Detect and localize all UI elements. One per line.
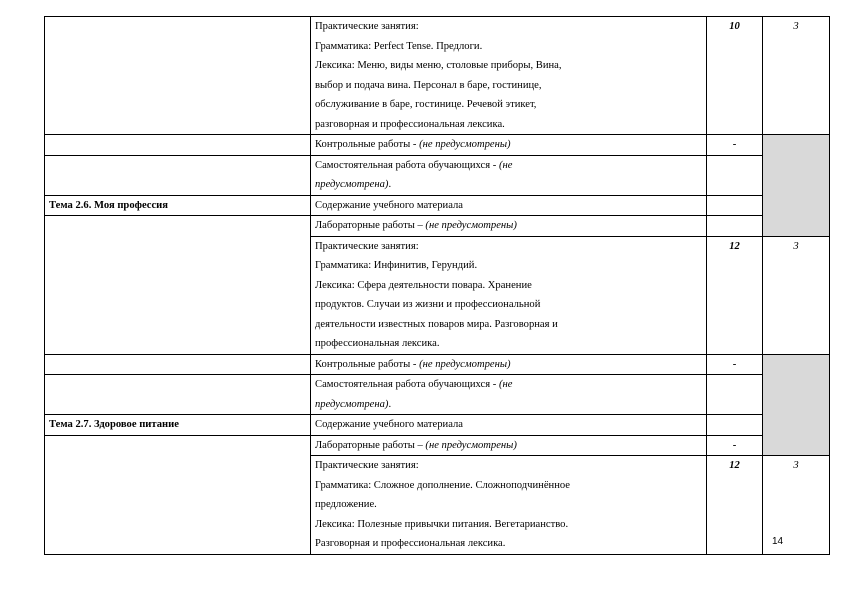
level-cell: 3 bbox=[763, 236, 830, 354]
level-cell: 3 bbox=[763, 17, 830, 135]
control-work-cell: Контрольные работы - (не предусмотрены) bbox=[311, 354, 707, 375]
hours-cell bbox=[707, 216, 763, 237]
hours-cell bbox=[707, 375, 763, 415]
table-row bbox=[45, 155, 830, 195]
practical-content-cell: Практические занятия: Грамматика: Инфинитив, Герундий. Лексика: Сфера деятельности повара. Хранение продуктов. Случаи из жизни и профессиональной деятельности известных поваров мира. Разговорная и профессиональная лексика. bbox=[311, 236, 707, 354]
topic-title: Тема 2.7. Здоровое питание bbox=[45, 415, 311, 436]
shaded-cell bbox=[763, 135, 830, 237]
topic-cell bbox=[45, 375, 311, 415]
table-row bbox=[45, 135, 830, 156]
table-row bbox=[45, 195, 830, 216]
topic-cell bbox=[45, 354, 311, 375]
self-study-cell: Самостоятельная работа обучающихся - (не предусмотрена). bbox=[311, 375, 707, 415]
content-heading-cell: Содержание учебного материала bbox=[311, 195, 707, 216]
topic-cell bbox=[45, 17, 311, 135]
hours-cell: 12 bbox=[707, 236, 763, 354]
table-row bbox=[45, 375, 830, 415]
table-row bbox=[45, 17, 830, 135]
table-row bbox=[45, 435, 830, 456]
level-cell: 3 bbox=[763, 456, 830, 555]
control-work-cell: Контрольные работы - (не предусмотрены) bbox=[311, 135, 707, 156]
curriculum-table bbox=[44, 16, 830, 555]
topic-title: Тема 2.6. Моя профессия bbox=[45, 195, 311, 216]
table-row bbox=[45, 354, 830, 375]
topic-cell bbox=[45, 435, 311, 554]
topic-cell bbox=[45, 216, 311, 355]
shaded-cell bbox=[763, 354, 830, 456]
hours-cell: 10 bbox=[707, 17, 763, 135]
content-heading-cell: Содержание учебного материала bbox=[311, 415, 707, 436]
self-study-cell: Самостоятельная работа обучающихся - (не предусмотрена). bbox=[311, 155, 707, 195]
table-row bbox=[45, 216, 830, 237]
practical-content-cell: Практические занятия: Грамматика: Perfect Tense. Предлоги. Лексика: Меню, виды меню, столовые приборы, Вина, выбор и подача вина. Персонал в баре, гостинице, обслуживание в баре, гостинице. Речевой этикет, разговорная и профессиональная лексика. bbox=[311, 17, 707, 135]
topic-cell bbox=[45, 135, 311, 156]
topic-cell bbox=[45, 155, 311, 195]
hours-cell bbox=[707, 195, 763, 216]
hours-cell: - bbox=[707, 354, 763, 375]
hours-cell bbox=[707, 155, 763, 195]
practical-content-cell: Практические занятия: Грамматика: Сложное дополнение. Сложноподчинённое предложение. Лексика: Полезные привычки питания. Вегетарианство. Разговорная и профессиональная лексика. bbox=[311, 456, 707, 555]
hours-cell: 12 bbox=[707, 456, 763, 555]
lab-work-cell: Лабораторные работы – (не предусмотрены) bbox=[311, 435, 707, 456]
lab-work-cell: Лабораторные работы – (не предусмотрены) bbox=[311, 216, 707, 237]
table-row bbox=[45, 415, 830, 436]
hours-cell bbox=[707, 415, 763, 436]
hours-cell: - bbox=[707, 135, 763, 156]
hours-cell: - bbox=[707, 435, 763, 456]
page-number: 14 bbox=[772, 536, 784, 547]
